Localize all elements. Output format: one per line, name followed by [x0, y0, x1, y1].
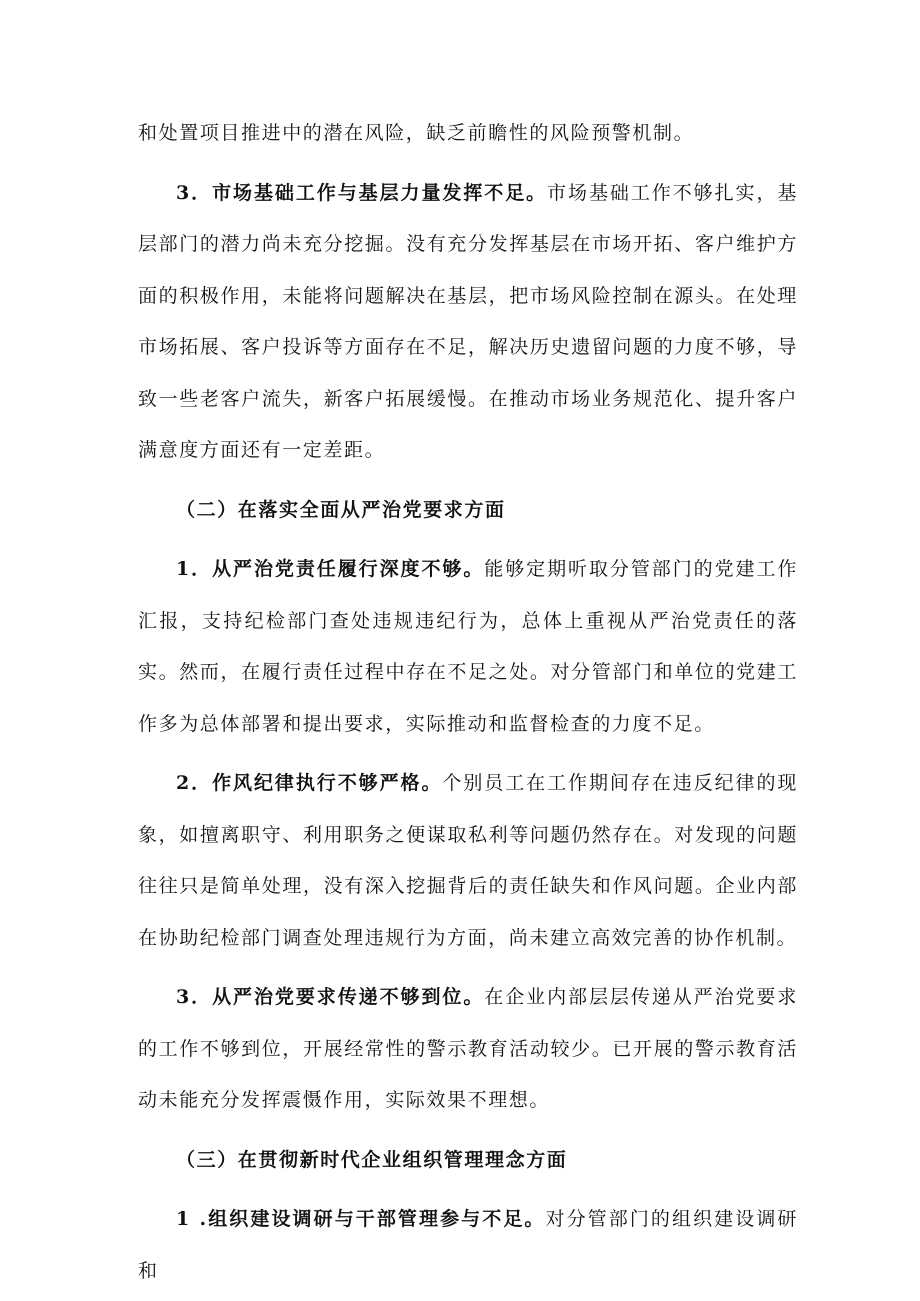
market-item-title: 3．市场基础工作与基层力量发挥不足。	[176, 181, 548, 204]
section2-item-1-body: 能够定期听取分管部门的党建工作汇报，支持纪检部门查处违规违纪行为，总体上重视从严治党责任的落实。然而，在履行责任过程中存在不足之处。对分管部门和单位的党建工作多为总体部署和提出要求，实际推动和监督检查的力度不足。	[138, 558, 798, 735]
section2-item-2-body: 个别员工在工作期间存在违反纪律的现象，如擅离职守、利用职务之便谋取私利等问题仍然存在。对发现的问题往往只是简单处理，没有深入挖掘背后的责任缺失和作风问题。企业内部在协助纪检部门调查处理违规行为方面，尚未建立高效完善的协作机制。	[138, 772, 798, 949]
section2-item-1	[138, 544, 798, 750]
market-item-paragraph	[138, 168, 798, 477]
section2-item-3-title: 3．从严治党要求传递不够到位。	[176, 986, 485, 1008]
market-item-body: 市场基础工作不够扎实，基层部门的潜力尚未充分挖掘。没有充分发挥基层在市场开拓、客户维护方面的积极作用，未能将问题解决在基层，把市场风险控制在源头。在处理市场拓展、客户投诉等方面存在不足，解决历史遗留问题的力度不够，导致一些老客户流失，新客户拓展缓慢。在推动市场业务规范化、提升客户满意度方面还有一定差距。	[138, 181, 798, 461]
section2-item-3-body: 在企业内部层层传递从严治党要求的工作不够到位，开展经常性的警示教育活动较少。已开展的警示教育活动未能充分发挥震慑作用，实际效果不理想。	[138, 986, 798, 1111]
section3-item-1	[138, 1194, 798, 1297]
section2-item-2-title: 2．作风纪律执行不够严格。	[176, 772, 443, 794]
section3-heading: （三）在贯彻新时代企业组织管理理念方面	[176, 1148, 568, 1171]
document-page	[138, 108, 798, 1297]
section2-item-3	[138, 972, 798, 1127]
section3-item-1-title: 1 .组织建设调研与干部管理参与不足。	[176, 1208, 546, 1230]
section2-heading: （二）在落实全面从严治党要求方面	[176, 498, 506, 521]
section2-item-1-title: 1．从严治党责任履行深度不够。	[176, 558, 485, 580]
section2-item-2	[138, 758, 798, 964]
continuation-paragraph: 和处置项目推进中的潜在风险，缺乏前瞻性的风险预警机制。	[138, 122, 695, 144]
section3-item-1-body: 对分管部门的组织建设调研和	[138, 1208, 799, 1282]
